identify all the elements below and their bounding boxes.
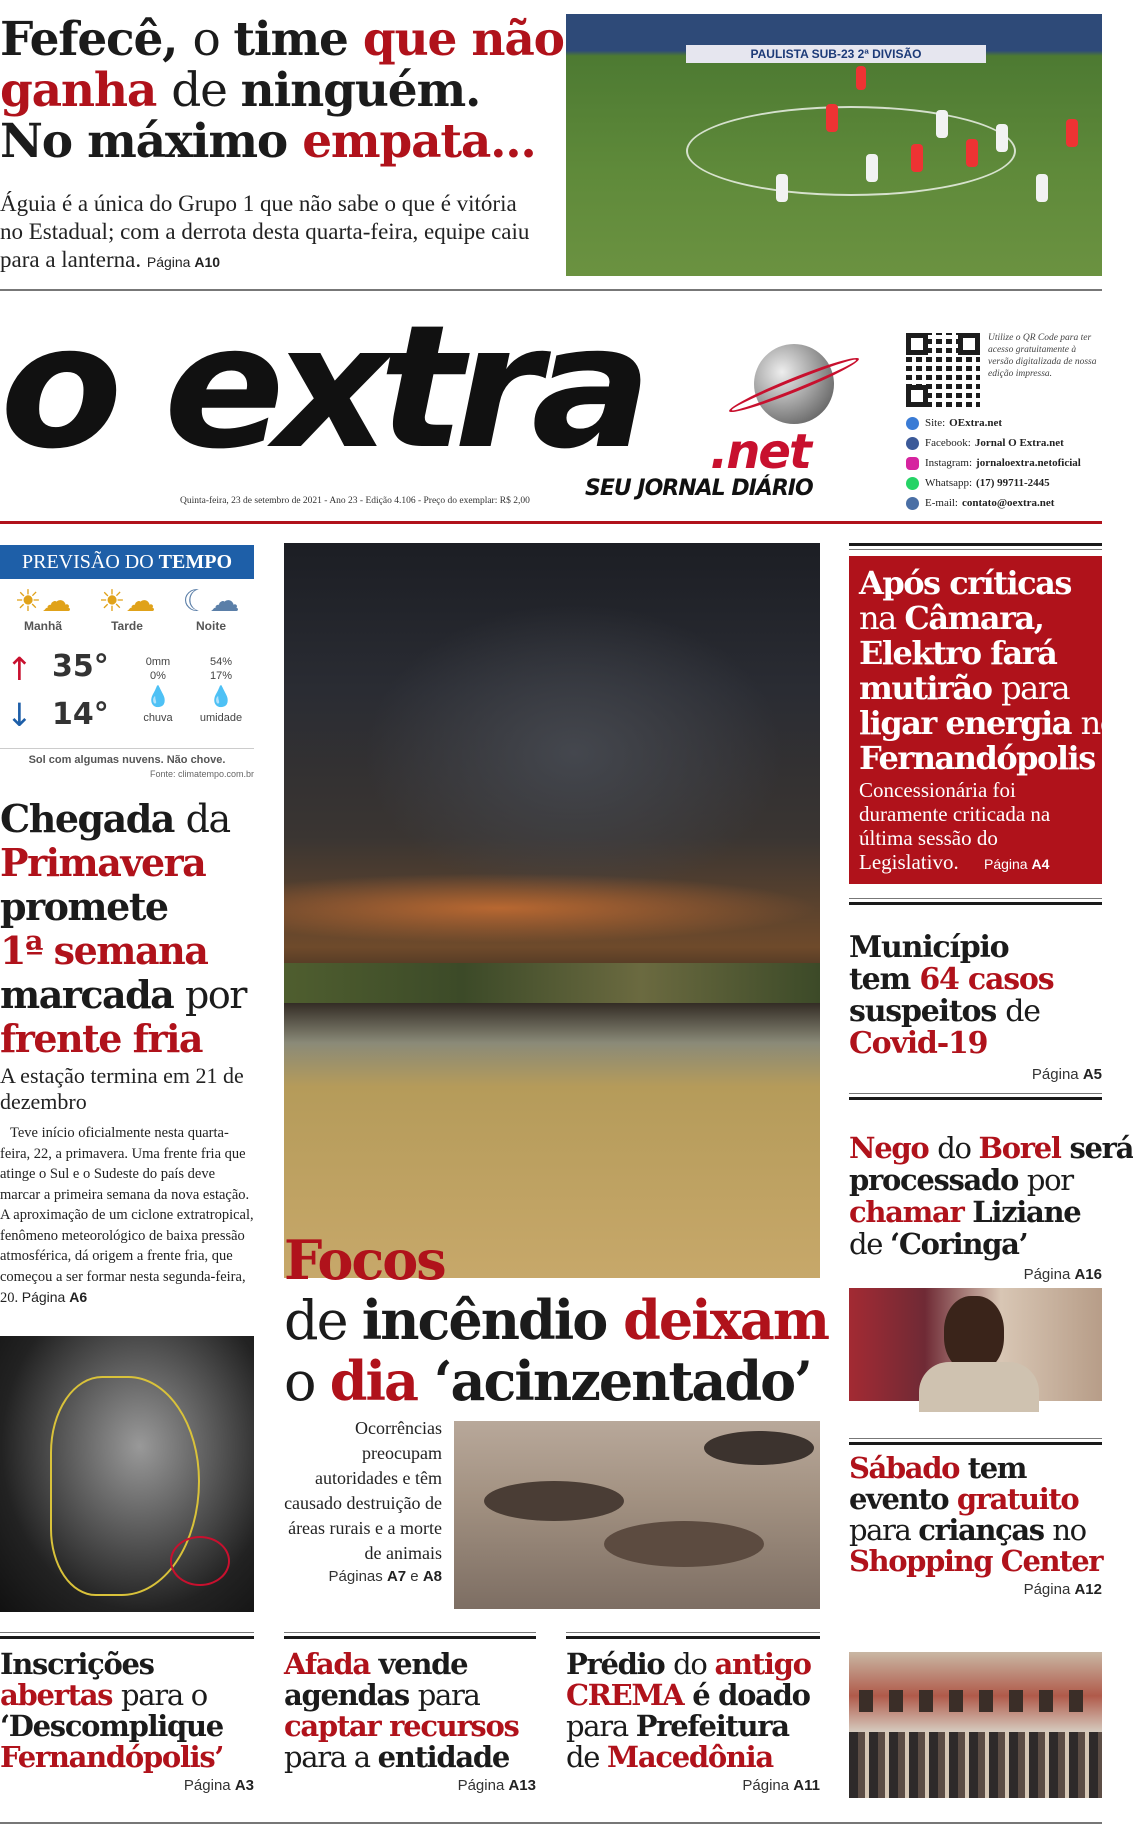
headline-line	[0, 1017, 254, 1061]
headline-word: Focos	[284, 1228, 445, 1292]
player-7	[1066, 119, 1078, 147]
headline-line	[566, 1680, 820, 1711]
headline-line	[849, 996, 1102, 1028]
headline-line	[849, 1196, 1102, 1228]
top-story-page-ref: A10	[194, 254, 221, 270]
sun-cloud-icon: ☀☁	[98, 584, 156, 619]
arrow-up-icon: ↑	[6, 650, 33, 688]
headline-word: para	[566, 1709, 636, 1743]
contact-label: Whatsapp:	[925, 477, 973, 489]
player-2	[866, 154, 878, 182]
sabado-headline	[849, 1453, 1102, 1577]
forecast-period	[92, 585, 162, 633]
headline-word: entidade	[377, 1740, 509, 1774]
headline-line	[0, 797, 254, 841]
masthead	[0, 289, 900, 526]
person-head	[944, 1296, 1004, 1372]
headline-word: agendas	[284, 1678, 418, 1712]
headline-word: deixam	[623, 1288, 829, 1352]
headline-word: tem	[849, 962, 920, 997]
contact-label: Site:	[925, 417, 946, 429]
headline-line	[0, 973, 254, 1017]
headline-word: captar recursos	[284, 1709, 519, 1743]
afada-headline	[284, 1649, 536, 1773]
headline-word: Fefecê,	[0, 12, 193, 67]
email-icon	[906, 497, 919, 510]
weather-summary: Sol com algumas nuvens. Não chove.	[0, 748, 254, 766]
headline-word: Sábado	[849, 1451, 968, 1485]
stadium-banner: PAULISTA SUB-23 2ª DIVISÃO	[686, 45, 986, 63]
headline-word: gratuito	[956, 1482, 1079, 1516]
contact-row[interactable]	[906, 453, 1102, 473]
headline-line	[0, 1649, 254, 1680]
contact-value[interactable]: (17) 99711-2445	[976, 477, 1050, 489]
forecast-period	[176, 585, 246, 633]
inscricoes-story[interactable]: Inscrições abertas para o ‘Descomplique Fernandópolis’ Página A3	[0, 1647, 254, 1794]
headline-line	[284, 1288, 829, 1352]
headline-word: de	[566, 1740, 608, 1774]
headline-line	[849, 1131, 1133, 1165]
headline-line	[849, 1228, 1102, 1260]
contact-row[interactable]	[906, 473, 1102, 493]
headline-word: promete	[0, 884, 168, 929]
globe-icon	[906, 417, 919, 430]
headline-word: Após	[859, 564, 950, 602]
player-1	[826, 104, 838, 132]
contact-value[interactable]: jornaloextra.netoficial	[976, 457, 1081, 469]
sun-cloud-icon: ☀☁	[14, 584, 72, 619]
primavera-body: Teve início oficialmente nesta quarta-feira, 22, a primavera. Uma frente fria que atinge o Sul e o Sudeste do país deve marcar a primeira semana da nova estação. A aproximação de um ciclone extratropical, fenômeno meteorológico de baixa pressão atmosférica, dá origem a frente fria, que começou a ser formar nesta segunda-feira, 20. Página A6	[0, 1125, 254, 1306]
player-4	[936, 110, 948, 138]
elektro-story[interactable]	[849, 556, 1118, 884]
headline-word: de	[171, 63, 241, 118]
headline-word: processado	[849, 1163, 1027, 1197]
headline-line	[0, 841, 254, 885]
weather-source: Fonte: climatempo.com.br	[149, 769, 254, 779]
weather-title: PREVISÃO DO TEMPO	[0, 545, 254, 579]
tagline: SEU JORNAL DIÁRIO	[585, 476, 813, 501]
headline-line	[859, 566, 1092, 601]
headline-word: por	[185, 973, 246, 1017]
headline-word: Elektro	[859, 634, 991, 672]
headline-line	[0, 12, 564, 67]
headline-line	[849, 1546, 1102, 1577]
headline-word: para a	[284, 1740, 378, 1774]
headline-line	[849, 932, 1102, 964]
headline-line	[284, 1711, 536, 1742]
headline-word: no	[1052, 1513, 1086, 1547]
predio-story[interactable]: Prédio do antigo CREMA é doado para Prefeitura de Macedônia Página A11	[566, 1647, 820, 1794]
player-8	[776, 174, 788, 202]
headline-word: críticas	[949, 564, 1071, 602]
headline-word: chamar	[849, 1195, 973, 1229]
headline-line	[0, 1680, 254, 1711]
primavera-story[interactable]	[0, 797, 254, 1309]
headline-word: que não	[362, 12, 564, 67]
contact-list	[906, 413, 1102, 513]
headline-word: mutirão	[859, 669, 1002, 707]
headline-word: Primavera	[0, 840, 206, 885]
contact-label: Facebook:	[925, 437, 971, 449]
headline-word: para	[849, 1513, 919, 1547]
moon-cloud-icon: ☾☁	[182, 584, 240, 619]
headline-word: o	[284, 1350, 330, 1413]
contact-label: E-mail:	[925, 497, 958, 509]
weather-box	[0, 545, 254, 785]
headline-word: é doado	[692, 1678, 810, 1712]
building-windows	[859, 1690, 1092, 1712]
top-story-subhead: Águia é a única do Grupo 1 que não sabe o que é vitória no Estadual; com a derrota desta quarta-feira, equipe caiu para a lanterna. Página A10	[0, 191, 530, 272]
headline-word: Shopping Center	[849, 1544, 1103, 1578]
headline-line	[849, 1453, 1102, 1484]
headline-word: por	[1026, 1163, 1073, 1197]
arrow-down-icon: ↓	[6, 696, 33, 734]
headline-word: o	[192, 12, 234, 67]
humidity-stats: 54% 17% 💧 umidade	[196, 655, 246, 725]
headline-word: do	[937, 1131, 979, 1165]
headline-line	[284, 1680, 536, 1711]
headline-word: 1ª semana	[0, 928, 208, 973]
footer-rule	[0, 1822, 1102, 1824]
headline-word: ‘acinzentado’	[433, 1349, 811, 1413]
headline-line	[284, 1742, 536, 1773]
headline-word: Covid-19	[849, 1026, 988, 1061]
headline-word: tem	[967, 1451, 1027, 1485]
headline-word: Fernandópolis’	[0, 1740, 224, 1774]
logo-net: .net	[710, 424, 810, 480]
headline-word: da	[185, 797, 230, 841]
raindrops-icon: 💧	[145, 686, 171, 708]
main-story-caption: Ocorrências preocupam autoridades e têm causado destruição de áreas rurais e a morte de animais Páginas A7 e A8	[284, 1418, 442, 1585]
main-story-headline[interactable]	[284, 1228, 829, 1413]
tree-line	[284, 963, 820, 1003]
forecast-period-label: Manhã	[23, 619, 62, 633]
elektro-headline	[859, 564, 1118, 777]
contact-row[interactable]	[906, 413, 1102, 433]
primavera-headline	[0, 797, 254, 1061]
contact-value[interactable]: Jornal O Extra.net	[974, 437, 1064, 449]
headline-line	[284, 1230, 824, 1290]
headline-line	[849, 964, 1102, 996]
headline-word: dia	[329, 1349, 434, 1413]
dateline: Quinta-feira, 23 de setembro de 2021 - Ano 23 - Edição 4.106 - Preço do exemplar: R$ 2,00	[180, 496, 530, 506]
player-5	[966, 139, 978, 167]
headline-line	[0, 929, 254, 973]
elektro-deck: Concessionária foi duramente criticada na última sessão do Legislativo. Página A4	[859, 778, 1051, 874]
headline-line	[849, 1028, 1102, 1060]
headline-word: ‘Coringa’	[890, 1227, 1028, 1261]
headline-line	[849, 1484, 1102, 1515]
globe-icon	[754, 344, 834, 424]
forecast-period-label: Noite	[196, 619, 226, 633]
qr-note: Utilize o QR Code para ter acesso gratuitamente à versão digitalizada de nossa edição impressa.	[988, 333, 1097, 379]
headline-word: CREMA	[566, 1678, 693, 1712]
headline-word: Nego	[849, 1131, 938, 1165]
headline-line	[566, 1711, 820, 1742]
headline-word: de	[284, 1289, 362, 1352]
headline-line	[0, 65, 545, 116]
right-rule-3	[849, 1097, 1102, 1100]
headline-word: Fernandópolis I	[859, 739, 1118, 777]
headline-word: incêndio	[361, 1288, 624, 1352]
headline-word: Prédio	[566, 1647, 674, 1681]
right-rule-1	[849, 543, 1102, 546]
inscricoes-headline	[0, 1649, 254, 1773]
headline-word: Borel	[978, 1131, 1070, 1165]
satellite-map	[0, 1336, 254, 1612]
headline-word: no	[1080, 704, 1118, 742]
top-story[interactable]	[0, 12, 564, 276]
headline-word: na	[859, 599, 905, 637]
headline-line	[859, 601, 1092, 636]
headline-word: de	[849, 1227, 891, 1261]
headline-word: abertas	[0, 1678, 122, 1712]
fire-glow	[284, 873, 820, 943]
headline-line	[566, 1742, 820, 1773]
headline-line	[284, 1649, 536, 1680]
player-6	[996, 124, 1008, 152]
headline-word: frente fria	[0, 1016, 203, 1061]
masthead-rule	[0, 521, 1102, 524]
qr-code[interactable]	[906, 333, 980, 407]
headline-line	[849, 1515, 1102, 1546]
min-temp: 14°	[52, 697, 109, 732]
instagram-icon	[906, 457, 919, 470]
storm-marker	[170, 1536, 230, 1586]
predio-headline	[566, 1649, 820, 1773]
headline-word: crianças	[918, 1513, 1053, 1547]
headline-word: empata...	[302, 114, 536, 169]
fire-photo	[284, 543, 820, 1278]
contact-label: Instagram:	[925, 457, 973, 469]
headline-word: ninguém.	[240, 63, 481, 118]
headline-line	[849, 1164, 1102, 1196]
headline-word: fará	[990, 634, 1057, 672]
contact-value[interactable]: contato@oextra.net	[962, 497, 1055, 509]
right-rule-4	[849, 1442, 1102, 1445]
headline-word: do	[673, 1647, 715, 1681]
headline-word: Município	[849, 930, 1009, 965]
headline-word: time	[233, 12, 363, 67]
headline-word: Liziane	[972, 1195, 1081, 1229]
right-rule-2	[849, 902, 1102, 905]
headline-line	[0, 1711, 254, 1742]
covid-headline	[849, 932, 1102, 1060]
headline-line	[0, 116, 545, 167]
headline-line	[0, 885, 254, 929]
headline-word: antigo	[714, 1647, 811, 1681]
facebook-icon	[906, 437, 919, 450]
humidity-icon: 💧	[208, 686, 234, 708]
headline-word: para	[417, 1678, 480, 1712]
nego-photo	[849, 1288, 1102, 1401]
headline-line	[859, 671, 1092, 706]
logo-main: o extra	[0, 289, 642, 487]
headline-line	[859, 739, 1118, 777]
contact-row[interactable]	[906, 493, 1102, 513]
dead-animals-photo	[454, 1421, 820, 1609]
headline-word: vende	[378, 1647, 468, 1681]
contact-row[interactable]	[906, 433, 1102, 453]
football-photo	[566, 14, 1102, 276]
rain-stats: 0mm 0% 💧 chuva	[138, 655, 178, 725]
headline-word: de	[1005, 994, 1040, 1029]
headline-word: evento	[849, 1482, 957, 1516]
headline-line	[0, 1742, 254, 1773]
forecast-period	[8, 585, 78, 633]
headline-word: Câmara,	[904, 599, 1044, 637]
headline-word: marcada	[0, 972, 186, 1017]
primavera-deck: A estação termina em 21 de dezembro	[0, 1063, 244, 1114]
headline-line	[284, 1351, 824, 1412]
smoke-cloud	[364, 603, 784, 903]
headline-word: ganha	[0, 63, 172, 118]
headline-line	[566, 1649, 820, 1680]
headline-word: ‘Descomplique	[0, 1709, 223, 1743]
headline-word: 64 casos	[919, 962, 1054, 997]
headline-word: ligar energia	[859, 704, 1081, 742]
headline-line	[859, 636, 1092, 671]
afada-story[interactable]: Afada vende agendas para captar recursos para a entidade Página A13	[284, 1647, 536, 1794]
player-9	[1036, 174, 1048, 202]
crema-photo	[849, 1652, 1102, 1798]
nego-headline	[849, 1131, 1133, 1261]
headline-word: suspeitos	[849, 994, 1006, 1029]
person-body	[919, 1362, 1039, 1412]
headline-word: Chegada	[0, 796, 186, 841]
headline-line	[859, 704, 1118, 742]
whatsapp-icon	[906, 477, 919, 490]
covid-story[interactable]: Município tem 64 casos suspeitos de Covid-19 Página A5	[849, 930, 1102, 1083]
forecast-period-label: Tarde	[111, 619, 143, 633]
headline-word: Inscrições	[0, 1647, 154, 1681]
headline-word: Prefeitura	[635, 1709, 789, 1743]
headline-word: Afada	[284, 1647, 379, 1681]
top-story-headline	[0, 12, 564, 169]
max-temp: 35°	[52, 649, 109, 684]
headline-word: para	[1001, 669, 1070, 707]
crowd	[849, 1732, 1102, 1798]
player-3	[911, 144, 923, 172]
headline-word: será	[1069, 1131, 1133, 1165]
headline-word: No máximo	[0, 114, 303, 169]
nego-story[interactable]: Nego do Borel será processado por chamar Liziane de ‘Coringa’ Página A16	[849, 1131, 1133, 1283]
player-10	[856, 66, 866, 90]
headline-word: para o	[121, 1678, 207, 1712]
sabado-story[interactable]: Sábado tem evento gratuito para crianças no Shopping Center Página A12	[849, 1451, 1103, 1598]
contact-value[interactable]: OExtra.net	[949, 417, 1003, 429]
headline-word: Macedônia	[607, 1740, 773, 1774]
